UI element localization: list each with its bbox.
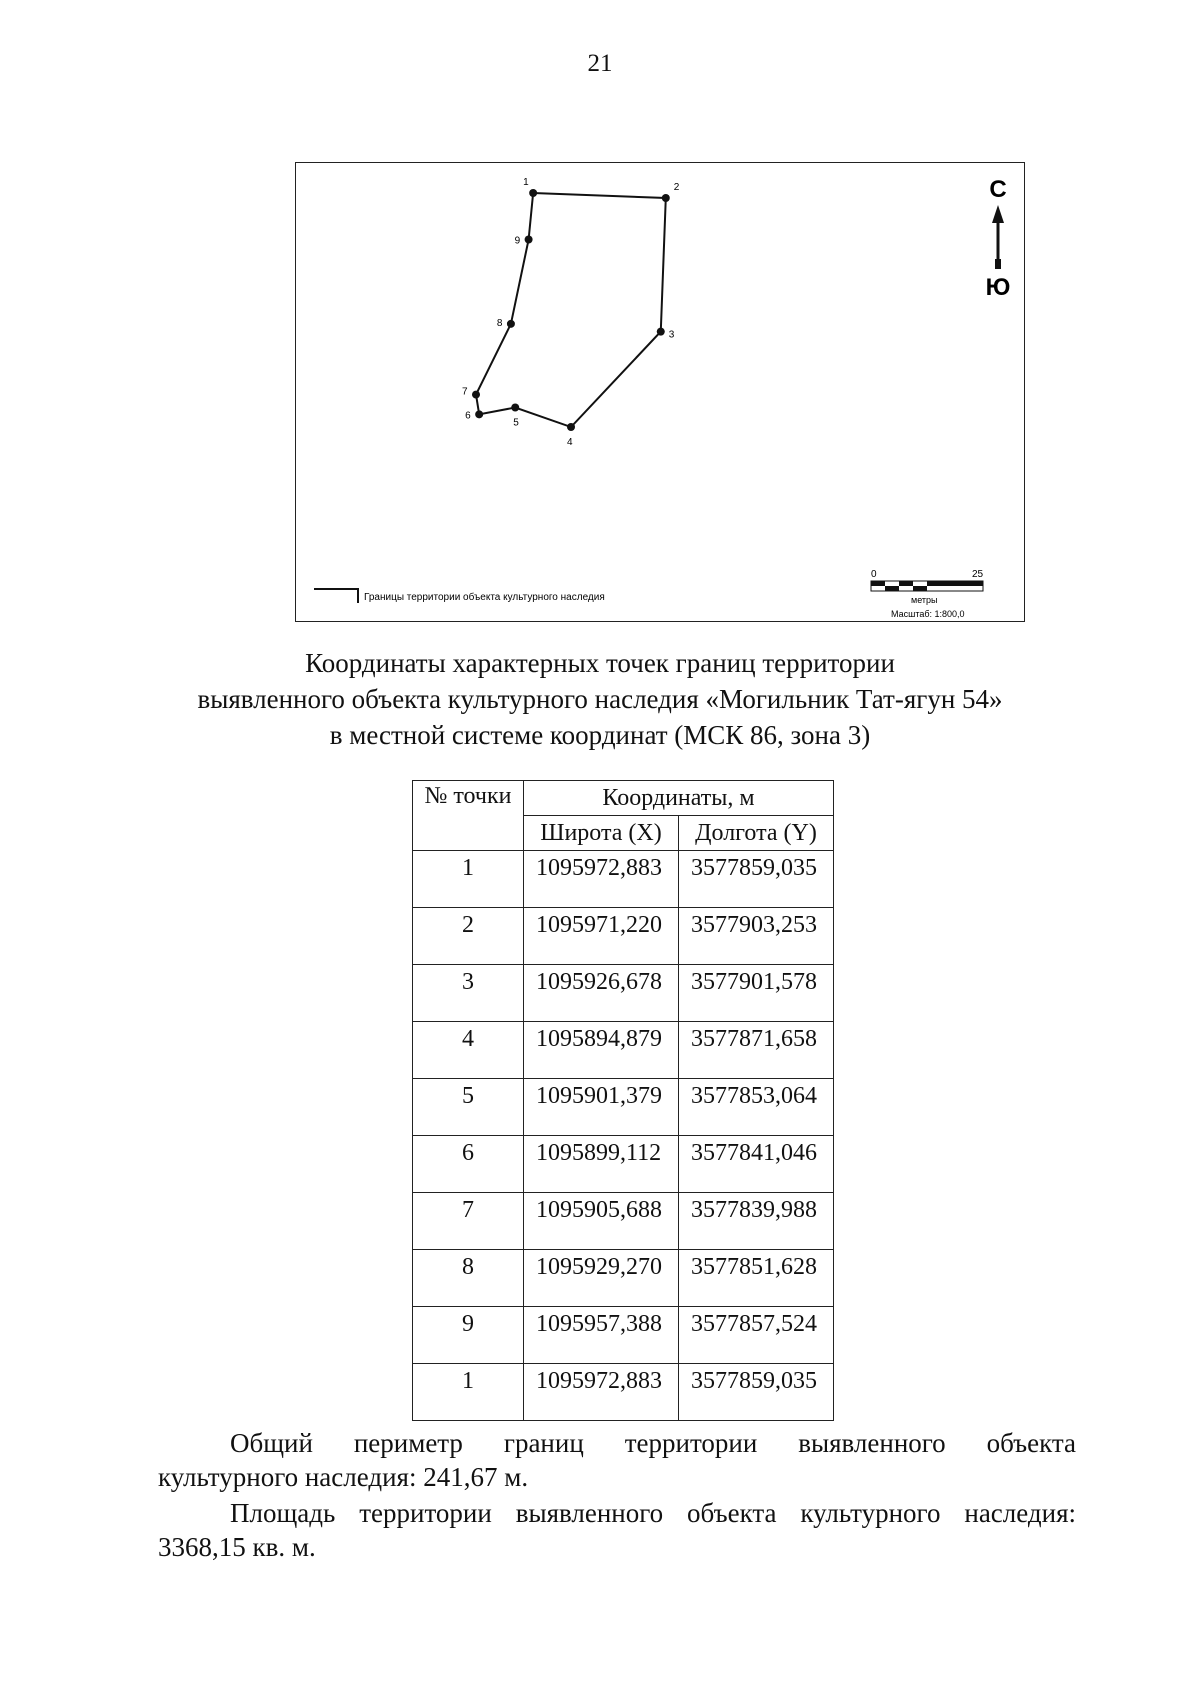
latitude-cell: 1095971,220	[524, 908, 679, 965]
boundary-vertex	[472, 391, 480, 399]
page-number: 21	[587, 50, 613, 77]
latitude-cell: 1095894,879	[524, 1022, 679, 1079]
vertex-label: 4	[567, 437, 573, 449]
longitude-cell: 3577857,524	[679, 1307, 834, 1364]
vertex-label: 1	[523, 177, 529, 188]
scale-text: Масштаб: 1:800,0	[891, 609, 965, 619]
header-longitude: Долгота (Y)	[679, 816, 834, 851]
table-row	[413, 1307, 834, 1364]
perimeter-line-1: Общий периметр границ территории выявленного объекта	[230, 1428, 1076, 1458]
boundary-vertex	[511, 404, 519, 412]
point-number-cell: 5	[413, 1079, 524, 1136]
latitude-cell: 1095929,270	[524, 1250, 679, 1307]
coordinates-table	[412, 780, 834, 1421]
latitude-cell: 1095899,112	[524, 1136, 679, 1193]
longitude-cell: 3577903,253	[679, 908, 834, 965]
vertex-label: 2	[673, 181, 680, 193]
point-number-cell: 1	[413, 1364, 524, 1421]
boundary-vertex	[475, 410, 483, 418]
scale-start: 0	[871, 569, 877, 580]
boundary-vertex	[525, 235, 533, 243]
boundary-vertex	[567, 423, 575, 431]
latitude-cell: 1095926,678	[524, 965, 679, 1022]
header-point-number: № точки	[413, 781, 524, 851]
vertex-label: 3	[668, 329, 675, 341]
boundary-map	[295, 162, 1025, 622]
vertex-label: 5	[513, 417, 519, 429]
point-number-cell: 4	[413, 1022, 524, 1079]
perimeter-line-2: культурного наследия: 241,67 м.	[158, 1462, 529, 1492]
boundary-polygon	[476, 193, 666, 427]
latitude-cell: 1095905,688	[524, 1193, 679, 1250]
caption-line-1: Координаты характерных точек границ территории	[305, 648, 895, 678]
longitude-cell: 3577841,046	[679, 1136, 834, 1193]
boundary-polygon-layer	[462, 177, 680, 448]
longitude-cell: 3577859,035	[679, 1364, 834, 1421]
legend-line-icon	[314, 589, 358, 603]
caption-line-2: выявленного объекта культурного наследия «Могильник Тат-ягун 54»	[197, 684, 1003, 714]
table-row	[413, 1364, 834, 1421]
point-number-cell: 3	[413, 965, 524, 1022]
vertex-label: 7	[462, 386, 468, 398]
point-number-cell: 2	[413, 908, 524, 965]
vertex-label: 8	[496, 317, 503, 329]
north-label: С	[989, 176, 1007, 203]
longitude-cell: 3577851,628	[679, 1250, 834, 1307]
point-number-cell: 8	[413, 1250, 524, 1307]
longitude-cell: 3577859,035	[679, 851, 834, 908]
table-row	[413, 1022, 834, 1079]
vertex-label: 9	[514, 235, 521, 247]
table-caption	[0, 645, 1200, 753]
area-paragraph	[158, 1496, 1076, 1564]
table-row	[413, 965, 834, 1022]
header-coordinates: Координаты, м	[524, 781, 834, 816]
latitude-cell: 1095901,379	[524, 1079, 679, 1136]
area-line-2: 3368,15 кв. м.	[158, 1532, 316, 1562]
table-header-row	[413, 781, 834, 816]
perimeter-paragraph	[158, 1426, 1076, 1494]
map-canvas	[296, 163, 1026, 623]
latitude-cell: 1095957,388	[524, 1307, 679, 1364]
table-row	[413, 1250, 834, 1307]
point-number-cell: 7	[413, 1193, 524, 1250]
table-row	[413, 908, 834, 965]
boundary-vertex	[507, 320, 515, 328]
longitude-cell: 3577839,988	[679, 1193, 834, 1250]
legend-label: Границы территории объекта культурного наследия	[364, 592, 605, 603]
point-number-cell: 9	[413, 1307, 524, 1364]
latitude-cell: 1095972,883	[524, 851, 679, 908]
caption-line-3: в местной системе координат (МСК 86, зона 3)	[329, 720, 871, 750]
scale-units: метры	[911, 595, 938, 605]
boundary-vertex	[662, 194, 670, 202]
area-line-1: Площадь территории выявленного объекта культурного наследия:	[230, 1498, 1076, 1528]
scale-bar	[871, 569, 984, 619]
table-row	[413, 1136, 834, 1193]
boundary-vertex	[657, 328, 665, 336]
vertex-label: 6	[465, 410, 471, 422]
latitude-cell: 1095972,883	[524, 1364, 679, 1421]
longitude-cell: 3577901,578	[679, 965, 834, 1022]
table-row	[413, 851, 834, 908]
longitude-cell: 3577871,658	[679, 1022, 834, 1079]
header-latitude: Широта (X)	[524, 816, 679, 851]
table-row	[413, 1079, 834, 1136]
point-number-cell: 6	[413, 1136, 524, 1193]
south-label: Ю	[985, 274, 1011, 301]
point-number-cell: 1	[413, 851, 524, 908]
north-arrow-icon	[986, 176, 1011, 301]
longitude-cell: 3577853,064	[679, 1079, 834, 1136]
legend	[314, 589, 605, 603]
scale-end: 25	[972, 569, 984, 580]
table-row	[413, 1193, 834, 1250]
boundary-vertex	[529, 189, 537, 197]
